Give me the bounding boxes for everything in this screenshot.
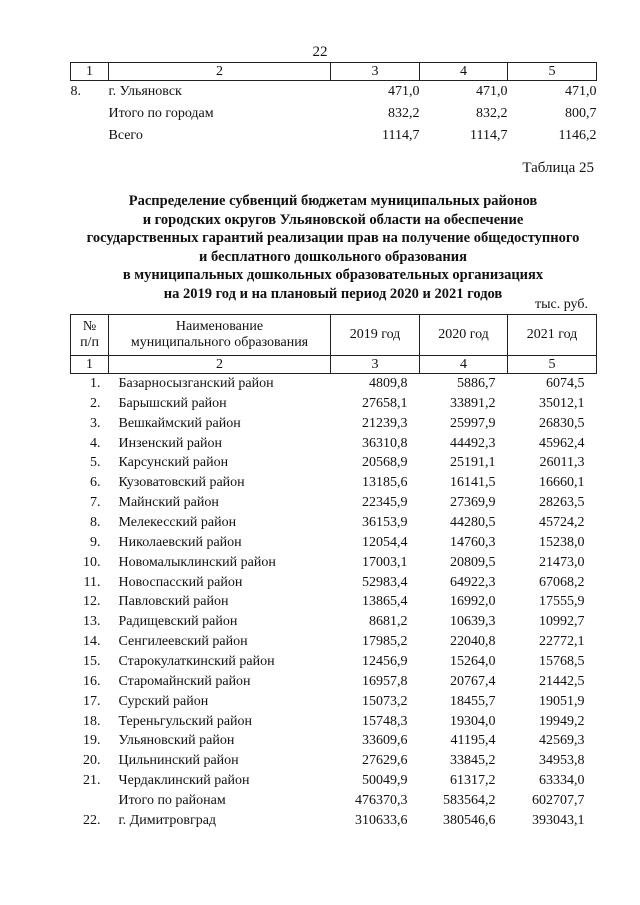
row-name: Майнский район <box>118 495 219 511</box>
value-2020: 380546,6 <box>443 812 496 828</box>
table-row <box>71 453 597 473</box>
value-2020: 25997,9 <box>450 415 496 431</box>
value-2020: 27369,9 <box>450 495 496 511</box>
value-2019: 13865,4 <box>362 594 408 610</box>
value-2019: 1114,7 <box>382 128 420 143</box>
row-number: 20. <box>83 753 101 769</box>
value-2019: 33609,6 <box>362 733 408 749</box>
value-2021: 15768,5 <box>539 653 585 669</box>
row-number: 6. <box>90 475 101 491</box>
value-2020: 44280,5 <box>450 514 496 530</box>
value-2020: 16141,5 <box>450 475 496 491</box>
value-2021: 19949,2 <box>539 713 585 729</box>
value-2020: 19304,0 <box>450 713 496 729</box>
header-number-line2: п/п <box>80 335 99 350</box>
row-number: 17. <box>83 693 101 709</box>
column-number: 2 <box>109 356 331 374</box>
column-number: 3 <box>331 356 420 374</box>
value-2021: 21442,5 <box>539 673 585 689</box>
value-2021: 6074,5 <box>546 375 585 391</box>
row-number: 9. <box>90 534 101 550</box>
units-label: тыс. руб. <box>535 297 588 312</box>
page-number: 22 <box>312 44 328 60</box>
row-number: 2. <box>90 395 101 411</box>
value-2019: 21239,3 <box>362 415 408 431</box>
value-2020: 22040,8 <box>450 634 496 650</box>
row-name: Тереньгульский район <box>118 713 253 729</box>
value-2021: 35012,1 <box>539 395 585 411</box>
row-number: 4. <box>90 435 101 451</box>
table-header-row <box>71 315 597 356</box>
value-2019: 310633,6 <box>355 812 408 828</box>
row-number: 7. <box>90 495 101 511</box>
table-row <box>71 533 597 553</box>
row-name: Итого по районам <box>118 792 226 808</box>
row-name: Итого по городам <box>108 106 214 121</box>
row-number: 3. <box>90 415 101 431</box>
value-2019: 52983,4 <box>362 574 408 590</box>
value-2021: 602707,7 <box>532 792 585 808</box>
value-2019: 832,2 <box>388 106 420 121</box>
header-name-line1: Наименование <box>175 319 264 334</box>
row-number: 21. <box>83 773 101 789</box>
row-number <box>71 125 109 147</box>
row-name: Базарносызганский район <box>118 375 274 391</box>
value-2020: 18455,7 <box>450 693 496 709</box>
table-row <box>71 592 597 612</box>
value-2021: 42569,3 <box>539 733 585 749</box>
table-row <box>71 125 597 147</box>
row-number <box>71 103 109 125</box>
row-name: Карсунский район <box>118 455 229 471</box>
table-row <box>71 81 597 104</box>
value-2021: 34953,8 <box>539 753 585 769</box>
title-line: на 2019 год и на плановый период 2020 и 2021 годов <box>163 285 503 302</box>
value-2021: 21473,0 <box>539 554 585 570</box>
value-2021: 19051,9 <box>539 693 585 709</box>
row-number <box>71 791 109 811</box>
title-line: государственных гарантий реализации прав на получение общедоступного <box>86 230 580 246</box>
value-2019: 476370,3 <box>355 792 408 808</box>
value-2019: 13185,6 <box>362 475 408 491</box>
table-row <box>71 103 597 125</box>
title-line: Распределение субвенций бюджетам муниципальных районов <box>128 193 538 209</box>
table-row <box>71 374 597 394</box>
value-2021: 22772,1 <box>539 634 585 650</box>
value-2020: 583564,2 <box>443 792 496 808</box>
value-2019: 50049,9 <box>362 773 408 789</box>
table-row <box>71 791 597 811</box>
row-name: Старомайнский район <box>118 673 251 689</box>
header-number <box>71 315 109 356</box>
table-row <box>71 473 597 493</box>
table-row <box>71 712 597 732</box>
table-row <box>71 751 597 771</box>
row-number: 5. <box>90 455 101 471</box>
column-number: 2 <box>109 63 331 81</box>
header-name <box>109 315 331 356</box>
value-2019: 17003,1 <box>362 554 408 570</box>
value-2020: 10639,3 <box>450 614 496 630</box>
row-number: 22. <box>83 812 101 828</box>
title-line: и городских округов Ульяновской области на обеспечение <box>142 211 524 228</box>
value-2020: 33845,2 <box>450 753 496 769</box>
value-2020: 1114,7 <box>470 128 508 143</box>
value-2019: 8681,2 <box>369 614 408 630</box>
column-number-row <box>71 63 597 81</box>
value-2019: 16957,8 <box>362 673 408 689</box>
table-row <box>71 632 597 652</box>
row-number: 12. <box>83 594 101 610</box>
table-row <box>71 573 597 593</box>
row-number: 1. <box>90 375 101 391</box>
row-name: Сурский район <box>118 693 209 709</box>
row-name: Радищевский район <box>118 614 238 630</box>
continued-table <box>70 62 597 147</box>
row-number: 8. <box>70 84 81 99</box>
value-2019: 15073,2 <box>362 693 408 709</box>
row-number: 11. <box>83 574 101 590</box>
value-2019: 15748,3 <box>362 713 408 729</box>
value-2019: 12054,4 <box>362 534 408 550</box>
value-2019: 22345,9 <box>362 495 408 511</box>
value-2021: 10992,7 <box>539 614 585 630</box>
row-name: Мелекесский район <box>118 514 237 530</box>
table-row <box>71 493 597 513</box>
value-2020: 5886,7 <box>457 375 496 391</box>
row-name: Новоспасский район <box>118 574 243 590</box>
header-name-line2: муниципального образования <box>130 335 309 350</box>
row-name: Кузоватовский район <box>118 475 245 491</box>
row-number: 8. <box>90 514 101 530</box>
value-2021: 63334,0 <box>539 773 585 789</box>
value-2021: 17555,9 <box>539 594 585 610</box>
table-row <box>71 731 597 751</box>
value-2021: 15238,0 <box>539 534 585 550</box>
row-name: г. Димитровград <box>118 812 217 828</box>
row-name: Новомалыклинский район <box>118 554 276 570</box>
column-number-row <box>71 356 597 374</box>
table-row <box>71 513 597 533</box>
row-name: Чердаклинский район <box>118 773 250 789</box>
value-2020: 44492,3 <box>450 435 496 451</box>
row-number: 10. <box>83 554 101 570</box>
title-line: в муниципальных дошкольных образовательных организациях <box>122 267 544 283</box>
column-number: 1 <box>71 356 109 374</box>
value-2020: 61317,2 <box>450 773 496 789</box>
value-2021: 45962,4 <box>539 435 585 451</box>
row-number: 14. <box>83 634 101 650</box>
value-2021: 16660,1 <box>539 475 585 491</box>
value-2019: 27629,6 <box>362 753 408 769</box>
value-2019: 36153,9 <box>362 514 408 530</box>
value-2020: 832,2 <box>476 106 508 121</box>
row-name: Павловский район <box>118 594 229 610</box>
subvention-table <box>70 314 597 831</box>
value-2019: 27658,1 <box>362 395 408 411</box>
value-2021: 26011,3 <box>539 455 585 471</box>
header-2019: 2019 год <box>331 315 420 356</box>
table-row <box>71 553 597 573</box>
value-2020: 471,0 <box>476 84 508 99</box>
value-2021: 28263,5 <box>539 495 585 511</box>
table-caption: Таблица 25 <box>522 160 594 176</box>
row-name: Сенгилеевский район <box>118 634 248 650</box>
value-2019: 17985,2 <box>362 634 408 650</box>
value-2021: 800,7 <box>565 106 597 121</box>
value-2021: 67068,2 <box>539 574 585 590</box>
value-2021: 393043,1 <box>532 812 585 828</box>
table-row <box>71 771 597 791</box>
row-name: Барышский район <box>118 395 227 411</box>
value-2020: 41195,4 <box>450 733 496 749</box>
value-2020: 14760,3 <box>450 534 496 550</box>
row-name: Вешкаймский район <box>118 415 241 431</box>
row-name: Ульяновский район <box>118 733 235 749</box>
table-row <box>71 692 597 712</box>
table-row <box>71 811 597 831</box>
row-number: 19. <box>83 733 101 749</box>
value-2021: 45724,2 <box>539 514 585 530</box>
value-2019: 20568,9 <box>362 455 408 471</box>
column-number: 5 <box>508 356 597 374</box>
title-line: и бесплатного дошкольного образования <box>199 248 467 265</box>
row-number: 16. <box>83 673 101 689</box>
column-number: 3 <box>331 63 420 81</box>
header-2021: 2021 год <box>508 315 597 356</box>
value-2019: 4809,8 <box>369 375 408 391</box>
value-2019: 471,0 <box>388 84 420 99</box>
column-number: 4 <box>420 356 508 374</box>
table-title <box>40 192 626 303</box>
value-2021: 26830,5 <box>539 415 585 431</box>
row-name: Всего <box>108 128 143 143</box>
table-row <box>71 414 597 434</box>
value-2021: 1146,2 <box>558 128 597 143</box>
value-2020: 25191,1 <box>450 455 496 471</box>
column-number: 1 <box>71 63 109 81</box>
row-number: 13. <box>83 614 101 630</box>
table-row <box>71 434 597 454</box>
row-name: Старокулаткинский район <box>118 653 275 669</box>
header-number-line1: № <box>82 319 97 334</box>
value-2019: 36310,8 <box>362 435 408 451</box>
value-2020: 33891,2 <box>450 395 496 411</box>
column-number: 5 <box>508 63 597 81</box>
row-name: Николаевский район <box>118 534 242 550</box>
column-number: 4 <box>420 63 508 81</box>
value-2019: 12456,9 <box>362 653 408 669</box>
value-2020: 16992,0 <box>450 594 496 610</box>
value-2020: 20767,4 <box>450 673 496 689</box>
table-row <box>71 672 597 692</box>
row-number: 15. <box>83 653 101 669</box>
table-row <box>71 612 597 632</box>
row-number: 18. <box>83 713 101 729</box>
row-name: Инзенский район <box>118 435 223 451</box>
value-2021: 471,0 <box>565 84 597 99</box>
table-row <box>71 652 597 672</box>
table-row <box>71 394 597 414</box>
header-2020: 2020 год <box>420 315 508 356</box>
value-2020: 20809,5 <box>450 554 496 570</box>
value-2020: 15264,0 <box>450 653 496 669</box>
row-name: Цильнинский район <box>118 753 239 769</box>
value-2020: 64922,3 <box>450 574 496 590</box>
row-name: г. Ульяновск <box>108 84 182 99</box>
